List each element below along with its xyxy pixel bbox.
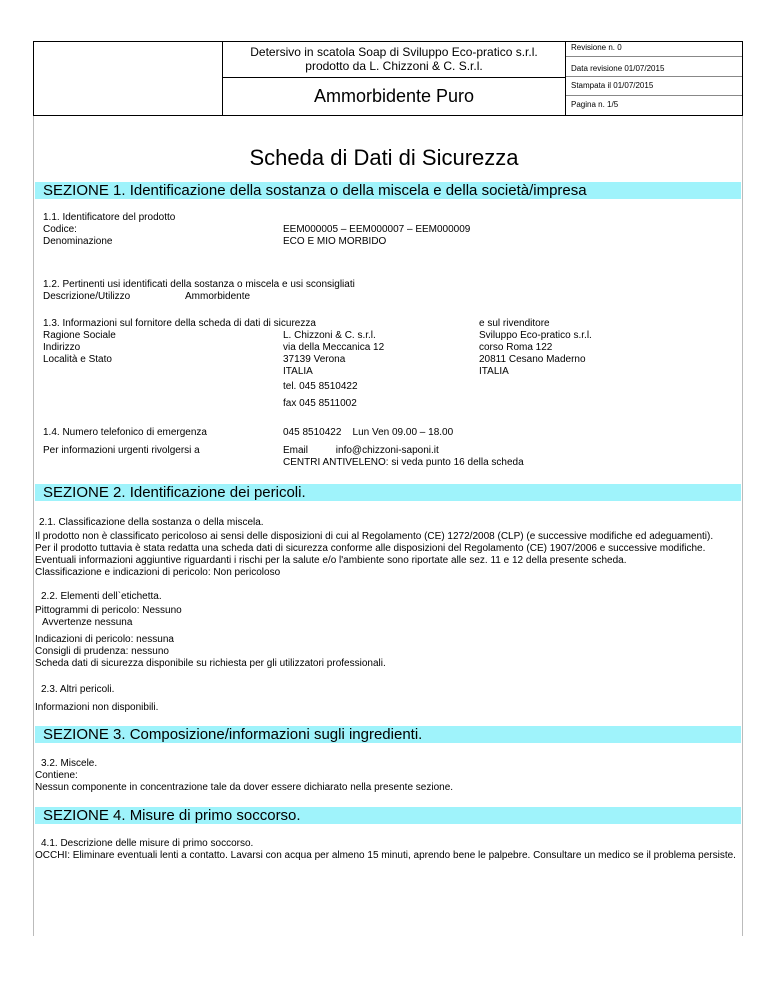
meta-divider-3 (566, 95, 742, 96)
s2-sub22-title: 2.2. Elementi dell`etichetta. (41, 591, 162, 602)
s1-emergency-value: 045 8510422 Lun Ven 09.00 – 18.00 (283, 427, 454, 438)
s2-altri: Informazioni non disponibili. (35, 702, 159, 713)
s2-avvertenze: Avvertenze nessuna (42, 617, 133, 628)
s2-consigli: Consigli di prudenza: nessuno (35, 646, 169, 657)
s1-reseller-title: e sul rivenditore (479, 318, 550, 329)
section4-title: SEZIONE 4. Misure di primo soccorso. (43, 807, 301, 824)
s1-sub13-title: 1.3. Informazioni sul fornitore della scheda di dati di sicurezza (43, 318, 316, 329)
s1-sub11-title: 1.1. Identificatore del prodotto (43, 212, 176, 223)
s4-sub41-title: 4.1. Descrizione delle misure di primo soccorso. (41, 838, 254, 849)
s1-supplier-name: L. Chizzoni & C. s.r.l. (283, 330, 376, 341)
section2-title: SEZIONE 2. Identificazione dei pericoli. (43, 484, 306, 501)
s1-sub14-title: 1.4. Numero telefonico di emergenza (43, 427, 207, 438)
s1-sub12-title: 1.2. Pertinenti usi identificati della sostanza o miscela e usi sconsigliati (43, 279, 355, 290)
s2-p1: Il prodotto non è classificato pericoloso ai sensi delle disposizioni di cui al Regolamento (CE) 1272/2008 (CLP) (e successive modifiche ed adeguamenti). (35, 531, 714, 542)
document-title: Scheda di Dati di Sicurezza (249, 145, 519, 170)
header-top-border (33, 41, 743, 42)
header-pagina: Pagina n. 1/5 (571, 100, 619, 109)
header-company-line1: Detersivo in scatola Soap di Sviluppo Eco-pratico s.r.l. (250, 45, 538, 59)
s1-supplier-fax: fax 045 8511002 (283, 398, 357, 409)
header-company-line2: prodotto da L. Chizzoni & C. S.r.l. (305, 59, 483, 73)
header-middle-divider (223, 77, 565, 78)
header-left-border (33, 41, 34, 116)
s1-supplier-country: ITALIA (283, 366, 313, 377)
s2-sub21-title: 2.1. Classificazione della sostanza o della miscela. (39, 517, 264, 528)
section3-title: SEZIONE 3. Composizione/informazioni sugli ingredienti. (43, 726, 423, 743)
header-divider-right (565, 41, 566, 116)
s1-antiveleno: CENTRI ANTIVELENO: si veda punto 16 della scheda (283, 457, 524, 468)
s1-codice-value: EEM000005 – EEM000007 – EEM000009 (283, 224, 471, 235)
s3-contiene: Contiene: (35, 770, 78, 781)
s2-sub23-title: 2.3. Altri pericoli. (41, 684, 115, 695)
s4-occhi: OCCHI: Eliminare eventuali lenti a contatto. Lavarsi con acqua per almeno 15 minuti, aprendo bene le palpebre. Consultare un medico se il problema persiste. (35, 850, 736, 861)
s2-p4: Classificazione e indicazioni di pericolo: Non pericoloso (35, 567, 281, 578)
section1-title: SEZIONE 1. Identificazione della sostanza o della miscela e della società/impresa (43, 182, 587, 199)
s2-pittogrammi: Pittogrammi di pericolo: Nessuno (35, 605, 182, 616)
s1-reseller-name: Sviluppo Eco-pratico s.r.l. (479, 330, 592, 341)
s1-reseller-street: corso Roma 122 (479, 342, 553, 353)
s2-p2: Per il prodotto tuttavia è stata redatta una scheda dati di sicurezza conforme alle disposizioni del Regolamento (CE) 1907/2006 e successive modifiche. (35, 543, 706, 554)
s3-sub32-title: 3.2. Miscele. (41, 758, 98, 769)
s1-denominazione-value: ECO E MIO MORBIDO (283, 236, 387, 247)
s1-localita-label: Località e Stato (43, 354, 112, 365)
header-data-revisione: Data revisione 01/07/2015 (571, 64, 665, 73)
meta-divider-2 (566, 76, 742, 77)
s1-supplier-street: via della Meccanica 12 (283, 342, 385, 353)
s1-email-value: Email info@chizzoni-saponi.it (283, 445, 439, 456)
s1-reseller-city: 20811 Cesano Maderno (479, 354, 586, 365)
s1-reseller-country: ITALIA (479, 366, 509, 377)
s1-ragione-label: Ragione Sociale (43, 330, 116, 341)
s1-supplier-tel: tel. 045 8510422 (283, 381, 358, 392)
s1-denominazione-label: Denominazione (43, 236, 113, 247)
s1-descrizione-value: Ammorbidente (185, 291, 251, 302)
page-left-border (33, 116, 34, 936)
page-right-border (742, 116, 743, 936)
s2-p3: Eventuali informazioni aggiuntive riguardanti i rischi per la salute e/o l'ambiente sono riportate alle sez. 11 e 12 della presente scheda. (35, 555, 627, 566)
header-revisione: Revisione n. 0 (571, 43, 622, 52)
s1-descrizione-label: Descrizione/Utilizzo (43, 291, 131, 302)
header-stampata: Stampata il 01/07/2015 (571, 81, 654, 90)
s1-indirizzo-label: Indirizzo (43, 342, 81, 353)
meta-divider-1 (566, 56, 742, 57)
s1-supplier-city: 37139 Verona (283, 354, 346, 365)
s2-indicazioni: Indicazioni di pericolo: nessuna (35, 634, 174, 645)
s1-codice-label: Codice: (43, 224, 77, 235)
s1-urgenti-label: Per informazioni urgenti rivolgersi a (43, 445, 200, 456)
header-bottom-border (33, 115, 743, 116)
header-right-border (742, 41, 743, 116)
header-product-name: Ammorbidente Puro (313, 86, 475, 106)
s2-scheda: Scheda dati di sicurezza disponibile su richiesta per gli utilizzatori professionali. (35, 658, 386, 669)
s3-nessun: Nessun componente in concentrazione tale da dover essere dichiarato nella presente sezione. (35, 782, 454, 793)
